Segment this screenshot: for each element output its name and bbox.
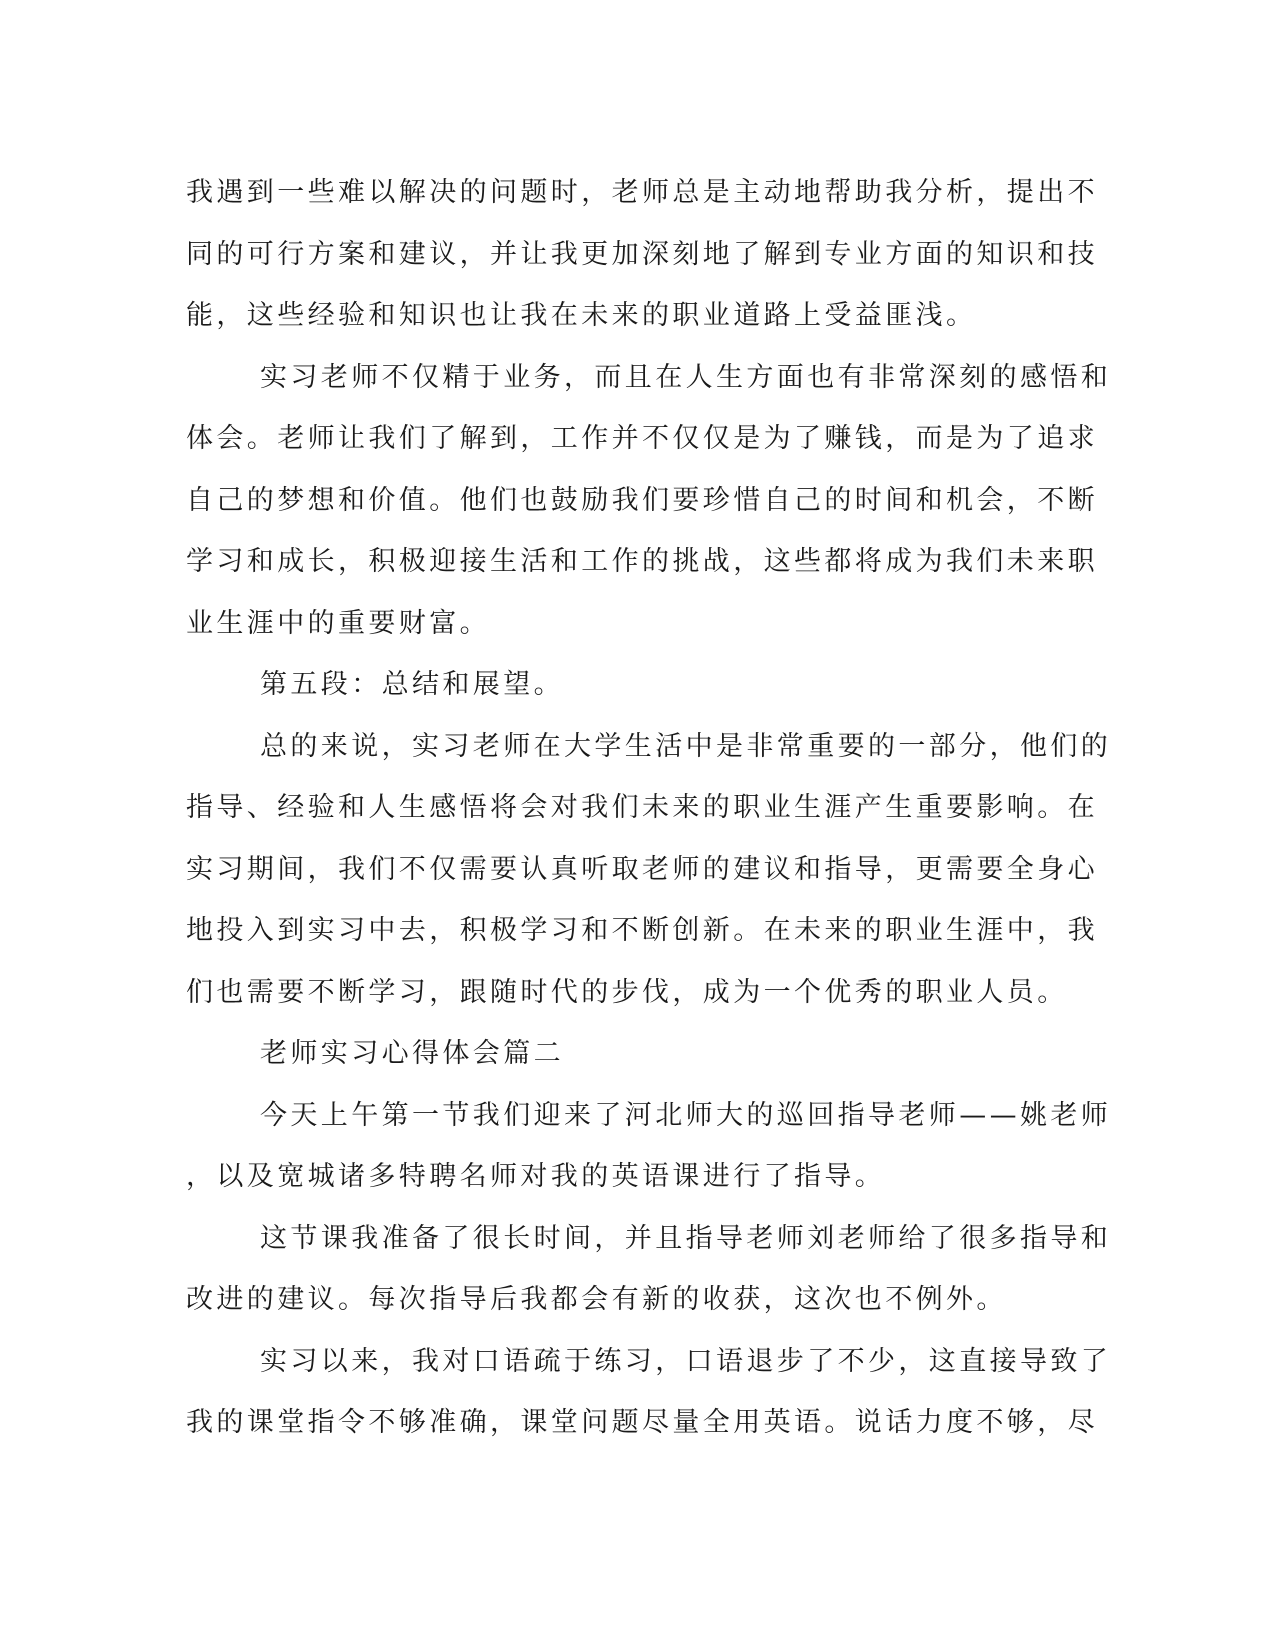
text-line: 我的课堂指令不够准确，课堂问题尽量全用英语。说话力度不够，尽 [186, 1407, 1098, 1438]
text-line: ，以及宽城诸多特聘名师对我的英语课进行了指导。 [186, 1161, 886, 1192]
text-line: 能，这些经验和知识也让我在未来的职业道路上受益匪浅。 [186, 300, 977, 331]
paragraph-start-line: 总的来说，实习老师在大学生活中是非常重要的一部分，他们的 [260, 730, 1112, 762]
text-line: 同的可行方案和建议，并让我更加深刻地了解到专业方面的知识和技 [186, 238, 1098, 270]
text-line: 们也需要不断学习，跟随时代的步伐，成为一个优秀的职业人员。 [186, 976, 1068, 1008]
text-line: 指导、经验和人生感悟将会对我们未来的职业生涯产生重要影响。在 [186, 792, 1098, 823]
text-line: 体会。老师让我们了解到，工作并不仅仅是为了赚钱，而是为了追求 [186, 423, 1098, 454]
section-heading: 第五段：总结和展望。 [260, 669, 564, 700]
text-line: 实习期间，我们不仅需要认真听取老师的建议和指导，更需要全身心 [186, 853, 1098, 885]
paragraph-start-line: 实习老师不仅精于业务，而且在人生方面也有非常深刻的感悟和 [260, 361, 1112, 393]
paragraph-start-line: 今天上午第一节我们迎来了河北师大的巡回指导老师——姚老师 [260, 1099, 1112, 1131]
text-line: 自己的梦想和价值。他们也鼓励我们要珍惜自己的时间和机会，不断 [186, 484, 1098, 516]
text-line: 地投入到实习中去，积极学习和不断创新。在未来的职业生涯中，我 [186, 915, 1098, 946]
paragraph-start-line: 这节课我准备了很长时间，并且指导老师刘老师给了很多指导和 [260, 1222, 1112, 1254]
document-body [186, 162, 1112, 1454]
text-line: 改进的建议。每次指导后我都会有新的收获，这次也不例外。 [186, 1284, 1007, 1315]
text-line: 业生涯中的重要财富。 [186, 607, 490, 639]
text-line: 学习和成长，积极迎接生活和工作的挑战，这些都将成为我们未来职 [186, 546, 1098, 577]
paragraph-start-line: 实习以来，我对口语疏于练习，口语退步了不少，这直接导致了 [260, 1345, 1112, 1377]
text-line: 我遇到一些难以解决的问题时，老师总是主动地帮助我分析，提出不 [186, 177, 1098, 208]
article-title: 老师实习心得体会篇二 [260, 1038, 564, 1069]
